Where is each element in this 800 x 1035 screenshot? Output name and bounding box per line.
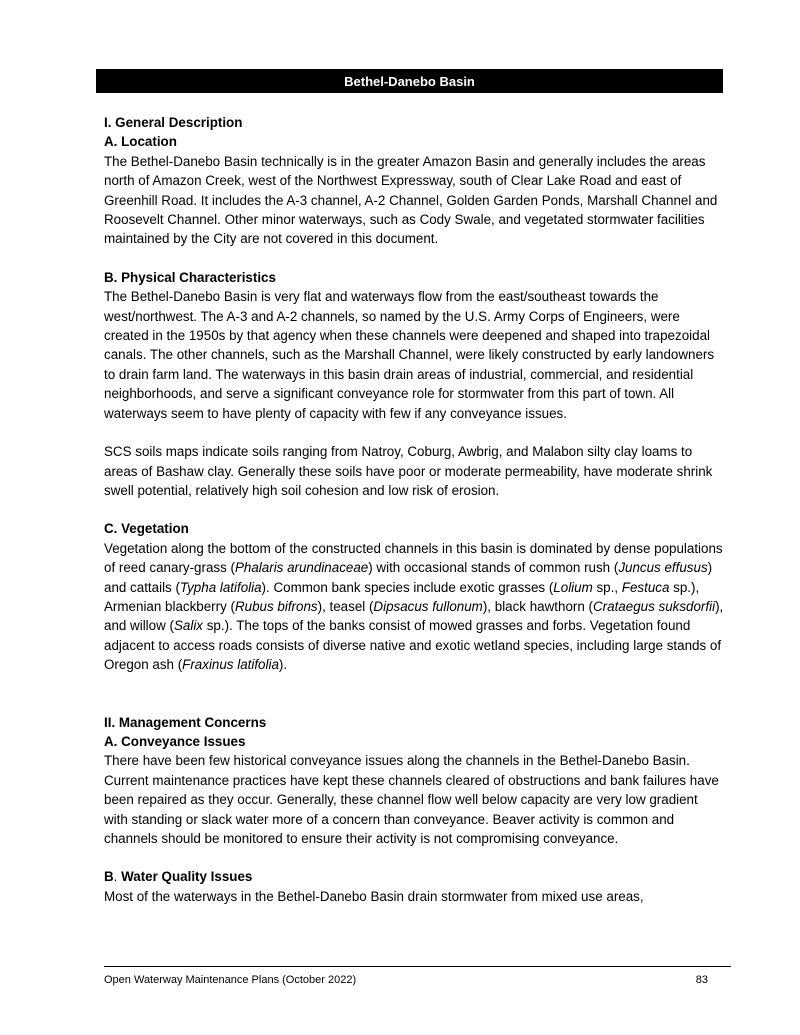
location-heading: A. Location bbox=[104, 134, 177, 150]
page-number: 83 bbox=[695, 974, 708, 986]
footer-divider bbox=[104, 966, 731, 967]
section-2-heading: II. Management Concerns bbox=[104, 714, 267, 730]
soils-text: SCS soils maps indicate soils ranging from Natroy, Coburg, Awbrig, and Malabon silty clay loams to areas of Bashaw clay. Generally these soils have poor or moderate permeability, have moderate shrink swell potential, relatively high soil cohesion and low risk of erosion. bbox=[104, 444, 713, 498]
page-title-bar bbox=[96, 69, 723, 93]
vegetation-text: Vegetation along the bottom of the constructed channels in this basin is dominated by dense populations of reed canary-grass (Phalaris arundinaceae) with occasional stands of common rush (Juncus effusus) and cattails (Typha latifolia). Common bank species include exotic grasses (Lolium sp., Festuca sp.), Armenian blackberry (Rubus bifrons), teasel (Dipsacus fullonum), black hawthorn (Crataegus suksdorfii), and willow (Salix sp.). The tops of the banks consist of mowed grasses and forbs. Vegetation found adjacent to access roads consists of diverse native and exotic wetland species, including large stands of Oregon ash (Fraxinus latifolia). bbox=[104, 540, 724, 673]
page-title: Bethel-Danebo Basin bbox=[344, 73, 475, 89]
water-quality-heading: B. Water Quality Issues bbox=[104, 869, 253, 885]
conveyance-text: There have been few historical conveyance issues along the channels in the Bethel-Danebo Basin. Current maintenance practices have kept these channels cleared of obstructions and bank failures have been repaired as they occur. Generally, these channel flow well below capacity are very low gradient with standing or slack water more of a concern than conveyance. Beaver activity is common and channels should be monitored to ensure their activity is not compromising conveyance. bbox=[104, 753, 719, 846]
footer-title: Open Waterway Maintenance Plans (October 2022) bbox=[104, 974, 357, 986]
water-quality-text: Most of the waterways in the Bethel-Danebo Basin drain stormwater from mixed use areas, bbox=[104, 888, 644, 904]
conveyance-heading: A. Conveyance Issues bbox=[104, 733, 246, 749]
document-body bbox=[104, 113, 724, 906]
physical-characteristics-heading: B. Physical Characteristics bbox=[104, 269, 276, 285]
location-text: The Bethel-Danebo Basin technically is in the greater Amazon Basin and generally includes the areas north of Amazon Creek, west of the Northwest Expressway, south of Clear Lake Road and east of Greenhill Road. It includes the A-3 channel, A-2 Channel, Golden Garden Ponds, Marshall Channel and Roosevelt Channel. Other minor waterways, such as Cody Swale, and vegetated stormwater facilities maintained by the City are not covered in this document. bbox=[104, 153, 718, 247]
page-footer bbox=[104, 974, 708, 986]
physical-characteristics-text: The Bethel-Danebo Basin is very flat and waterways flow from the east/southeast towards the west/northwest. The A-3 and A-2 channels, so named by the U.S. Army Corps of Engineers, were created in the 1950s by that agency when these channels were deepened and shaped into trapezoidal canals. The other channels, such as the Marshall Channel, were likely constructed by early landowners to drain farm land. The waterways in this basin drain areas of industrial, commercial, and residential neighborhoods, and serve a significant conveyance role for stormwater from this part of town. All waterways seem to have plenty of capacity with few if any conveyance issues. bbox=[104, 289, 715, 421]
section-1-heading: I. General Description bbox=[104, 115, 243, 130]
vegetation-heading: C. Vegetation bbox=[104, 521, 189, 537]
